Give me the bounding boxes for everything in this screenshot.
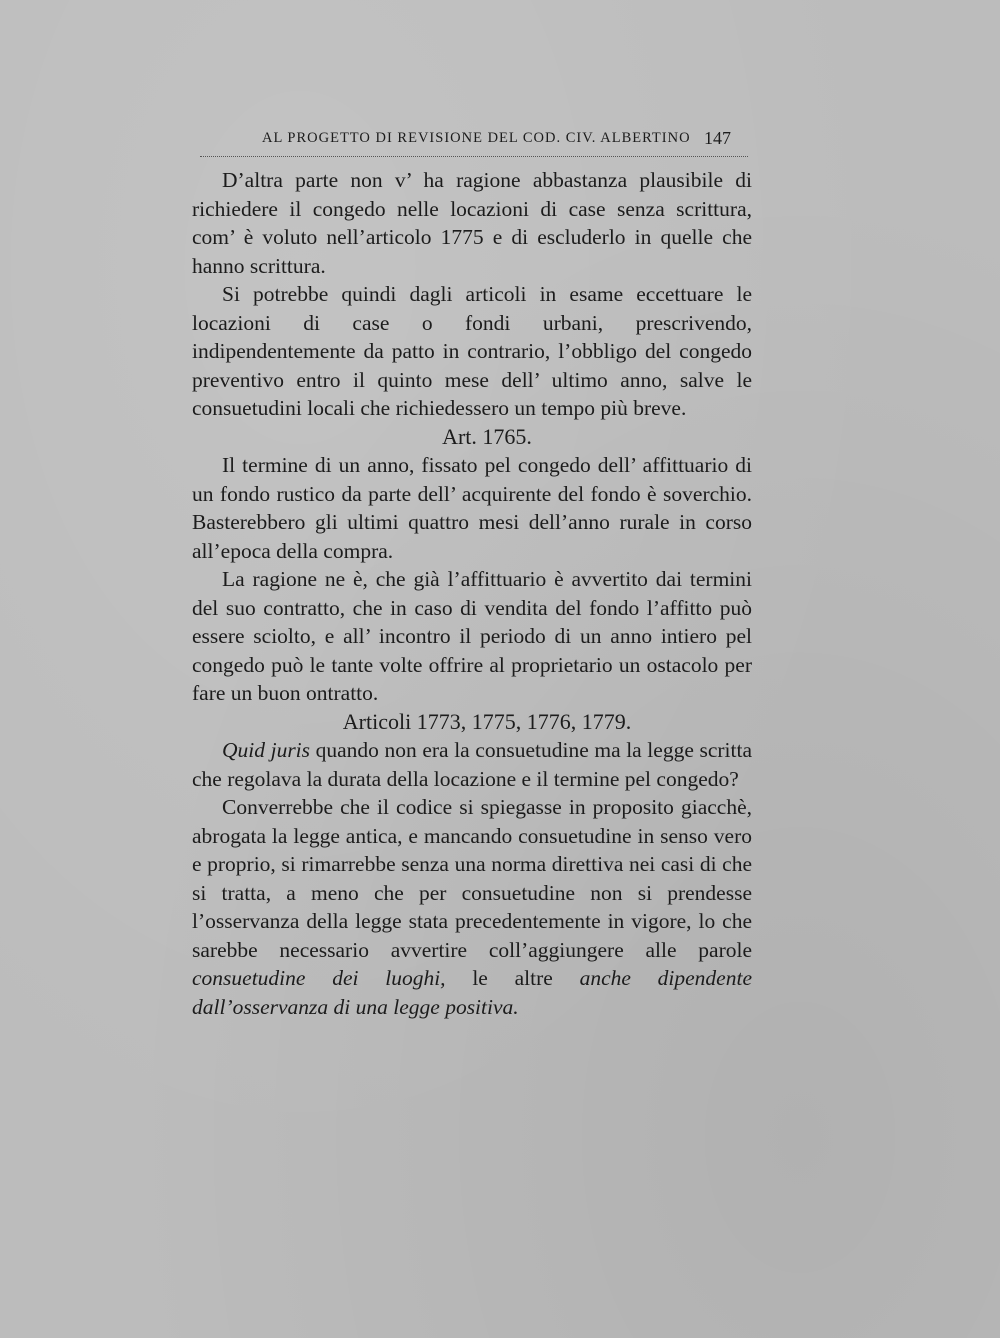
paragraph-3: Il termine di un anno, fissato pel congedo dell’ affittuario di un fondo rustico da parte dell’ acquirente del fondo è soverchio. Basterebbero gli ultimi quattro mesi dell’anno rurale in corso all’epoca della compra. [192,453,752,563]
running-head-title: AL PROGETTO DI REVISIONE DEL COD. CIV. ALBERTINO [262,130,691,146]
body-text [192,166,752,1021]
paragraph-1: D’altra parte non v’ ha ragione abbastanza plausibile di richiedere il congedo nelle locazioni di case senza scrittura, com’ è voluto nell’articolo 1775 e di escluderlo in quelle che hanno scrittura. [192,168,752,278]
header-rule [200,156,748,157]
page-number: 147 [704,128,731,148]
paragraph-5 [192,736,752,793]
paragraph-6-text-mid: le altre [445,966,580,990]
paragraph-4: La ragione ne è, che già l’affittuario è avvertito dai termini del suo contratto, che in caso di vendita del fondo l’affitto può essere sciolto, e all’ incontro il periodo di un anno intiero pel congedo può le tante volte offrire al proprietario un ostacolo per fare un buon ontratto. [192,567,752,705]
paragraph-5-text: quando non era la consuetudine ma la legge scritta che regolava la durata della locazione e il termine pel congedo? [192,738,752,791]
running-head [262,130,762,154]
paragraph-2: Si potrebbe quindi dagli articoli in esame eccettuare le locazioni di case o fondi urbani, prescrivendo, indipendentemente da patto in contrario, l’obbligo del congedo preventivo entro il quinto mese dell’ ultimo anno, salve le consuetudini locali che richiedessero un tempo più breve. [192,282,752,420]
paragraph-5-italic: Quid juris [222,738,311,762]
paragraph-6-italic-2: anche dipendente dall’osservanza di una legge positiva. [192,966,752,1019]
paragraph-6-text-start: Converrebbe che il codice si spiegasse in proposito giacchè, abrogata la legge antica, e mancando consuetudine in senso vero e proprio, si rimarrebbe senza una norma direttiva nei casi di che si tratta, a meno che per consuetudine non si prendesse l’osservanza della legge stata precedentemente in vigore, lo che sarebbe necessario avvertire coll’aggiungere alle parole [192,795,752,962]
section-heading-art-1765: Art. 1765. [442,423,532,449]
paragraph-6-italic-1: consuetudine dei luoghi, [192,966,446,990]
paragraph-6 [192,793,752,1021]
section-heading-articoli: Articoli 1773, 1775, 1776, 1779. [342,708,632,734]
